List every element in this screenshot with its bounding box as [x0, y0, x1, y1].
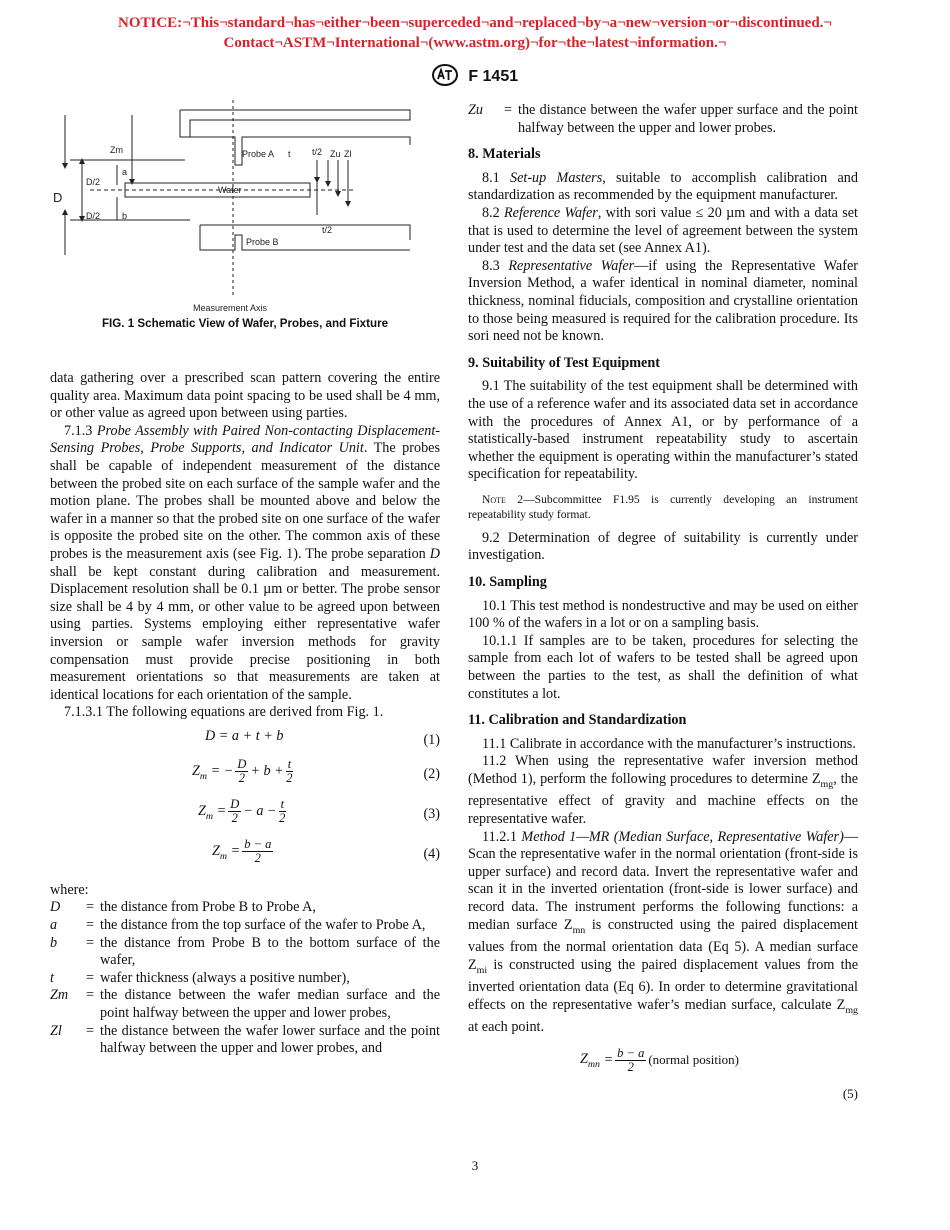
- label-t2-top: t/2: [312, 147, 323, 157]
- section-11-heading: 11. Calibration and Standardization: [468, 712, 687, 729]
- equation-2: $Z_m$ = − $\frac{D}{2}$ + b + $\frac{t}{2}$ (2): [192, 756, 440, 785]
- label-d: D: [53, 190, 63, 205]
- label-zu: Zu: [330, 149, 341, 159]
- paragraph-9-1: 9.1 The suitability of the test equipment shall be determined with the use of a reference wafer and its associated data set in accordance with the procedures of Annex A1, or by performance of a statistically-based instrument repeatability study to ascertain whether the equipment is operating within the manufacturer’s stated specification for repeatability.: [468, 378, 858, 483]
- label-zm: Zm: [110, 145, 123, 155]
- definition-row: t = wafer thickness (always a positive number),: [50, 969, 350, 986]
- label-t2-bottom: t/2: [322, 225, 333, 235]
- notice-banner: [0, 13, 950, 53]
- label-d2-top: D/2: [86, 177, 101, 187]
- paragraph-10-1: 10.1 This test method is nondestructive and may be used on either 100 % of the wafers in a lot or on a sampling basis.: [468, 597, 858, 632]
- figure-1-diagram: [50, 95, 450, 315]
- label-probe-a: Probe A: [242, 149, 275, 159]
- section-9-heading: 9. Suitability of Test Equipment: [468, 354, 660, 371]
- astm-logo-icon: [432, 64, 458, 86]
- paragraph-7-1-3: 7.1.3 Probe Assembly with Paired Non-contacting Displacement-Sensing Probes, Probe Supports, and Indicator Unit. The probes shall be capable of independent measurement of the distance between the probed site on each surface of the sample wafer and the motion plane. The probes shall be mounted above and below the wafer in a manner so that the probed site on one surface of the wafer is opposite the probed site on the other. The common axis of these probes is the measurement axis (see Fig. 1). The probe separation D shall be kept constant during calibration and measurement. Displacement resolution shall be 0.1 µm or better. The probe sensor size shall be 4 by 4 mm, or other value to be agreed upon between using parties. Systems employing either representative wafer inversion or sample wafer inversion methods for gravity compensation must provide precise positioning in both measurement orientations so that measurements are taken at identical locations for each orientation of the sample.: [50, 422, 440, 703]
- document-header: [0, 64, 950, 86]
- section-8-heading: 8. Materials: [468, 146, 541, 163]
- equation-4: $Z_m$ = $\frac{b - a}{2}$ (4): [212, 836, 440, 865]
- paragraph-11-2: 11.2 When using the representative wafer inversion method (Method 1), perform the following procedures to determine $Z_{mg}$, the representative effect of gravity and machine effects on the representative wafer.: [468, 753, 858, 828]
- label-probe-b: Probe B: [246, 237, 279, 247]
- notice-line-1: NOTICE:¬This¬standard¬has¬either¬been¬superceded¬and¬replaced¬by¬a¬new¬version¬or¬discontinued.¬: [118, 15, 832, 31]
- note-2: Note 2—Subcommittee F1.95 is currently developing an instrument repeatability study format.: [468, 492, 858, 521]
- label-a: a: [122, 167, 128, 177]
- notice-line-2: Contact¬ASTM¬International¬(www.astm.org)¬for¬the¬latest¬information.¬: [223, 35, 727, 51]
- section-10-heading: 10. Sampling: [468, 574, 547, 591]
- paragraph-11-2-1: 11.2.1 Method 1—MR (Median Surface, Representative Wafer)—Scan the representative wafer in the normal orientation (front-side is upper surface) and record data. Invert the representative wafer and scan it in the inverted orientation (front-side is lower surface) and record data. The instrument performs the following functions: a median surface $Z_{mn}$ is constructed using the paired displacement values from the normal orientation data (Eq 5). A median surface $Z_{mi}$ is constructed using the paired displacement values from the inverted orientation data (Eq 6). In order to determine gravitational effects on the representative wafer’s median surface, calculate $Z_{mg}$ at each point.: [468, 828, 858, 1036]
- figure-caption: FIG. 1 Schematic View of Wafer, Probes, and Fixture: [101, 317, 389, 330]
- label-zl: Zl: [344, 149, 352, 159]
- paragraph-11-1: 11.1 Calibrate in accordance with the manufacturer’s instructions.: [482, 735, 856, 752]
- where-label: where:: [50, 881, 89, 898]
- label-measurement-axis: Measurement Axis: [193, 303, 268, 313]
- equation-3: $Z_m$ = $\frac{D}{2}$ − a − $\frac{t}{2}$ (3): [198, 796, 440, 825]
- paragraph-8-3: 8.3 Representative Wafer—if using the Representative Wafer Inversion Method, a wafer identical in nominal diameter, nominal thickness, nominal fiducials, composition and crystalline orientation to those being measured is required for the calibration procedure. Its sori need not be known.: [468, 257, 858, 345]
- right-column: [468, 102, 858, 1102]
- definition-row-zu: Zu = the distance between the wafer upper surface and the point halfway between the upper and lower probes.: [468, 102, 858, 136]
- definition-row: Zm = the distance between the wafer median surface and the point halfway between the upper and lower probes,: [50, 987, 440, 1022]
- paragraph-8-2: 8.2 Reference Wafer, with sori value ≤ 20 µm and with a data set that is used to determine the level of agreement between the system under test and the data set (see Annex A1).: [468, 204, 858, 257]
- definition-row: D = the distance from Probe B to Probe A,: [50, 899, 316, 916]
- label-b: b: [122, 211, 128, 221]
- label-wafer: Wafer: [218, 185, 242, 195]
- definition-row: Zl = the distance between the wafer lower surface and the point halfway between the upper and lower probes, and: [50, 1022, 440, 1057]
- paragraph-7-1-3-1: 7.1.3.1 The following equations are derived from Fig. 1.: [64, 704, 384, 721]
- equation-5-number: (5): [842, 1085, 858, 1101]
- paragraph-9-2: 9.2 Determination of degree of suitability is currently under investigation.: [468, 529, 858, 564]
- equation-5: $Z_{mn}$ = $\frac{b - a}{2}$ (normal position): [580, 1045, 739, 1074]
- paragraph-7-1-2-cont: data gathering over a prescribed scan pattern covering the entire quality area. Maximum data point spacing to be used shall be 4 mm, or other value as agreed upon between using parties.: [50, 370, 440, 422]
- definition-row: b = the distance from Probe B to the bottom surface of the wafer,: [50, 934, 440, 969]
- label-d2-bottom: D/2: [86, 211, 101, 221]
- designation: F 1451: [468, 68, 519, 85]
- label-t: t: [288, 149, 291, 159]
- page-number: 3: [471, 1158, 479, 1173]
- equation-1: D = a + t + b (1): [205, 727, 440, 748]
- paragraph-10-1-1: 10.1.1 If samples are to be taken, procedures for selecting the sample from each lot of wafers to be tested shall be agreed upon between the parties to the test, as shall the definition of what constitutes a lot.: [468, 632, 858, 702]
- left-column: [50, 370, 440, 1058]
- definitions-list: [50, 882, 440, 1058]
- paragraph-8-1: 8.1 Set-up Masters, suitable to accomplish calibration and standardization as recommended by the equipment manufacturer.: [468, 169, 858, 204]
- definition-row: a = the distance from the top surface of the wafer to Probe A,: [50, 917, 426, 934]
